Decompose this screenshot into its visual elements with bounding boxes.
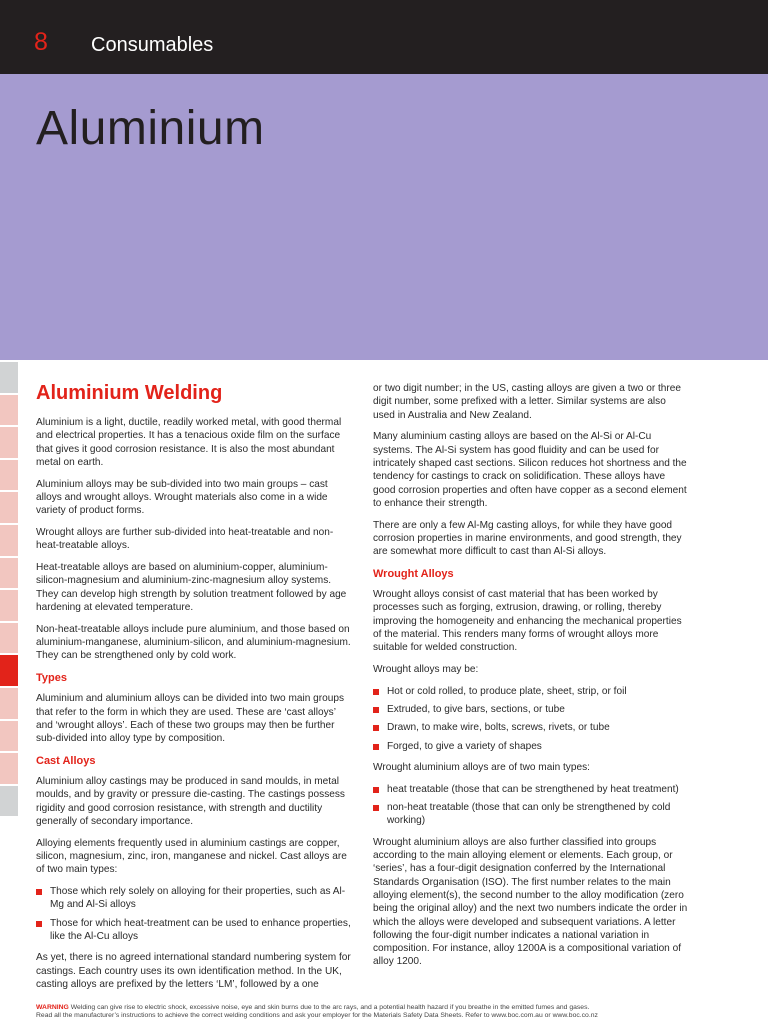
- paragraph: There are only a few Al-Mg casting alloys, for while they have good corrosion properties in marine environments, and good strength, they are somewhat more difficult to cast than Al-Si alloys.: [373, 519, 682, 558]
- section-tab: [0, 623, 18, 654]
- paragraph: or two digit number; in the US, casting alloys are given a two or three digit number, some prefixed with a letter. Similar systems are also used in Australia and New Zealand.: [373, 383, 682, 421]
- list-item: heat treatable (those that can be strengthened by heat treatment): [373, 783, 689, 796]
- paragraph: Aluminium and aluminium alloys can be divided into two main groups that refer to the form in which they are used. These are ‘cast alloys’ and ‘wrought alloys’. Each of these two groups may then be further sub-divided into alloy type by composition.: [36, 693, 345, 745]
- paragraph: Aluminium is a light, ductile, readily worked metal, with good thermal and electrical properties. It has a tenacious oxide film on the surface that gives it good corrosion resistance. It is also the most abundant metal on earth.: [36, 417, 342, 468]
- list-item: Those which rely solely on alloying for their properties, such as Al-Mg and Al-Si alloys: [36, 885, 354, 912]
- paragraph: Heat-treatable alloys are based on aluminium-copper, aluminium-silicon-magnesium and aluminium-zinc-magnesium alloy systems. They can develop high strength by solution treatment followed by age hardening at elevated temperature.: [36, 562, 347, 614]
- chapter-title: Consumables: [91, 34, 214, 56]
- section-tab-active: [0, 655, 18, 686]
- section-heading: Aluminium Welding: [36, 382, 223, 404]
- section-tab: [0, 492, 18, 523]
- section-tab: [0, 427, 18, 458]
- bullet-list: [373, 783, 689, 828]
- warning-footer: [36, 1004, 736, 1021]
- list-item: Hot or cold rolled, to produce plate, sheet, strip, or foil: [373, 685, 689, 698]
- bullet-list: [373, 685, 689, 753]
- chapter-number: 8: [34, 28, 48, 56]
- right-column: [373, 382, 689, 977]
- paragraph: Non-heat-treatable alloys include pure aluminium, and those based on aluminium-manganese, aluminium-silicon, and aluminium-magnesium. They can be strengthened only by cold work.: [36, 623, 351, 662]
- paragraph: Wrought aluminium alloys are of two main types:: [373, 762, 590, 774]
- list-item: Extruded, to give bars, sections, or tube: [373, 703, 689, 716]
- paragraph: Wrought alloys may be:: [373, 664, 479, 676]
- section-tabs: [0, 362, 18, 818]
- types-heading: Types: [36, 672, 67, 685]
- paragraph: Aluminium alloys may be sub-divided into two main groups – cast alloys and wrought alloys. Wrought materials also come in a wide variety of product forms.: [36, 478, 328, 517]
- list-item: Forged, to give a variety of shapes: [373, 740, 689, 753]
- paragraph: Wrought aluminium alloys are also further classified into groups according to the main alloying element or elements. Each group, or ‘series’, has a four-digit designation conferred by the International Standards Organisation (ISO). The first number relates to the main alloying element(s), the second number to the alloy modification (zero being the original alloy) and the next two numbers indicate the order in which the alloys were developed and subsequent variations. A letter following the four-digit number indicates a national variation in composition. For instance, alloy 1200A is a compositional variation of alloy 1200.: [373, 836, 688, 968]
- list-item: Those for which heat-treatment can be used to enhance properties, like the Al-Cu alloys: [36, 917, 354, 944]
- section-tab: [0, 395, 18, 426]
- section-tab: [0, 460, 18, 491]
- paragraph: As yet, there is no agreed international standard numbering system for castings. Each country uses its own identification method. In the UK, casting alloys are prefixed by the letters ‘LM’, followed by a one: [36, 952, 351, 990]
- list-item: Drawn, to make wire, bolts, screws, rivets, or tube: [373, 721, 689, 734]
- section-tab: [0, 558, 18, 589]
- section-tab: [0, 590, 18, 621]
- section-tab: [0, 786, 18, 817]
- chapter-header-bar: [0, 0, 768, 74]
- list-item: non-heat treatable (those that can only be strengthened by cold working): [373, 801, 689, 828]
- section-tab: [0, 721, 18, 752]
- wrought-alloys-heading: Wrought Alloys: [373, 568, 454, 581]
- section-tab: [0, 525, 18, 556]
- paragraph: Wrought alloys are further sub-divided into heat-treatable and non-heat-treatable alloys.: [36, 527, 334, 552]
- page-title: Aluminium: [36, 102, 265, 155]
- paragraph: Wrought alloys consist of cast material that has been worked by processes such as forging, extrusion, drawing, or rolling, thereby improving the homogeneity and enhancing the mechanical properties of the material. This renders many forms of wrought alloys more suitable for welded construction.: [373, 589, 682, 654]
- warning-line: [36, 1004, 736, 1012]
- warning-label: WARNING: [36, 1004, 69, 1011]
- section-tab: [0, 362, 18, 393]
- bullet-list: [36, 885, 354, 943]
- paragraph: Aluminium alloy castings may be produced in sand moulds, in metal moulds, and by gravity or pressure die-casting. The castings possess rigidity and good corrosion resistance, with strength and ductility generally of secondary importance.: [36, 775, 345, 827]
- cast-alloys-heading: Cast Alloys: [36, 754, 96, 767]
- warning-text: Welding can give rise to electric shock, excessive noise, eye and skin burns due to the arc rays, and a potential health hazard if you breathe in the emitted fumes and gases.: [70, 1004, 590, 1011]
- left-column: [36, 380, 354, 1000]
- section-tab: [0, 753, 18, 784]
- paragraph: Many aluminium casting alloys are based on the Al-Si or Al-Cu systems. The Al-Si system has good fluidity and can be used for intricately shaped cast sections. Silicon reduces hot shortness and the tendency for castings to crack on solidification. These alloys have good corrosion properties and often have copper as a second element to enhance their strength.: [373, 431, 687, 509]
- section-tab: [0, 688, 18, 719]
- warning-line-2: Read all the manufacturer’s instructions to achieve the correct welding conditions and ask your employer for the Materials Safety Data Sheets. Refer to www.boc.com.au or www.boc.co.nz: [36, 1012, 598, 1020]
- paragraph: Alloying elements frequently used in aluminium castings are copper, silicon, magnesium, zinc, iron, manganese and nickel. Cast alloys are of two main types:: [36, 837, 347, 876]
